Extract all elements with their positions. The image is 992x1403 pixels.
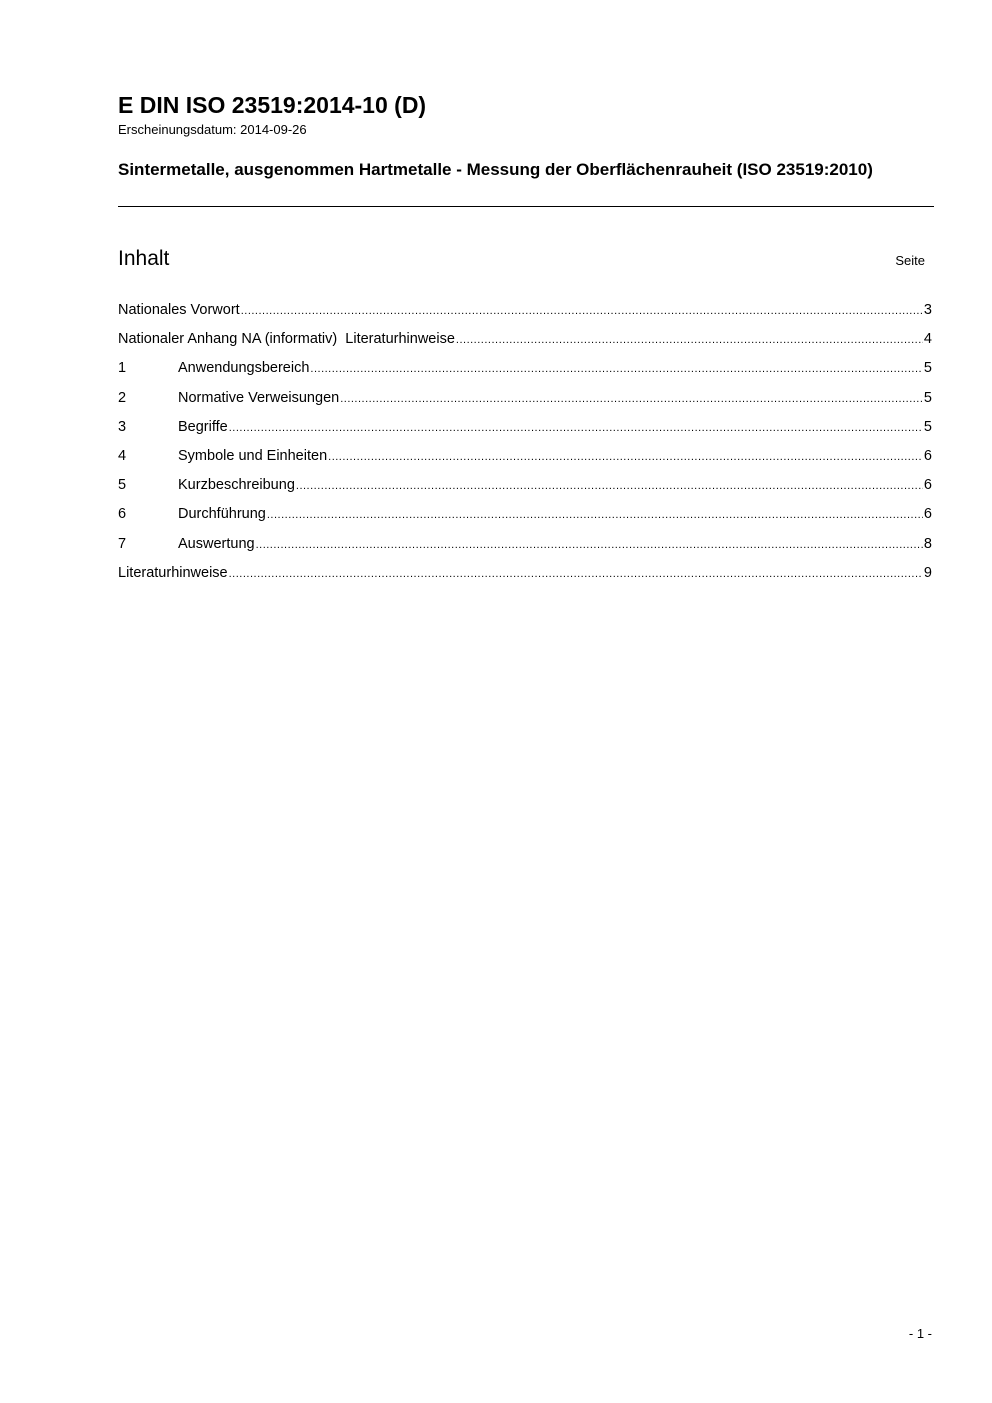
toc-dot-leader xyxy=(229,564,923,584)
toc-entry-title: Symbole und Einheiten xyxy=(178,447,328,464)
toc-entry-page: 5 xyxy=(923,389,932,406)
toc-dot-leader xyxy=(267,505,923,525)
toc-entry[interactable] xyxy=(118,504,932,533)
toc-entry-page: 8 xyxy=(923,535,932,552)
toc-entry-number: 2 xyxy=(118,389,127,406)
toc-entry-page: 6 xyxy=(923,506,932,523)
toc-dot-leader xyxy=(296,476,923,496)
toc-entry-page: 4 xyxy=(923,331,932,348)
toc-entry-title: Kurzbeschreibung xyxy=(178,477,295,494)
toc-entry-title: Anwendungsbereich xyxy=(178,360,310,377)
toc-entry-page: 5 xyxy=(923,360,932,377)
toc-dot-leader xyxy=(229,418,923,438)
toc-entry-title: Nationaler Anhang NA (informativ) Literaturhinweise xyxy=(118,331,455,348)
toc-page-column-label: Seite xyxy=(895,253,925,268)
toc-entry[interactable] xyxy=(118,563,932,592)
toc-entry-page: 6 xyxy=(923,477,932,494)
toc-entry-page: 3 xyxy=(923,302,932,318)
toc-entry-page: 6 xyxy=(923,447,932,464)
toc-entry[interactable] xyxy=(118,388,932,417)
toc-entry-number: 7 xyxy=(118,535,127,552)
toc-entry[interactable] xyxy=(118,300,932,329)
toc-entry-title: Literaturhinweise xyxy=(118,564,228,581)
toc-entry-page: 9 xyxy=(923,564,932,581)
toc-dot-leader xyxy=(256,535,923,555)
toc-entry-number: 1 xyxy=(118,360,127,377)
document-title: Sintermetalle, ausgenommen Hartmetalle - Messung der Oberflächenrauheit (ISO 23519:2010) xyxy=(118,160,873,179)
table-of-contents xyxy=(118,300,932,592)
toc-dot-leader xyxy=(456,330,923,350)
toc-dot-leader xyxy=(310,359,923,379)
toc-entry[interactable] xyxy=(118,446,932,475)
toc-entry-number: 6 xyxy=(118,506,127,523)
toc-entry-title: Nationales Vorwort xyxy=(118,302,240,318)
toc-entry[interactable] xyxy=(118,417,932,446)
page-number: - 1 - xyxy=(908,1326,932,1341)
toc-entry-number: 5 xyxy=(118,477,127,494)
toc-heading: Inhalt xyxy=(118,247,170,270)
toc-entry-page: 5 xyxy=(923,418,932,435)
toc-entry-title: Begriffe xyxy=(178,418,228,435)
document-code: E DIN ISO 23519:2014-10 (D) xyxy=(118,92,427,118)
toc-entry-title: Normative Verweisungen xyxy=(178,389,340,406)
toc-dot-leader xyxy=(328,447,923,467)
toc-dot-leader xyxy=(340,389,923,409)
toc-entry-title: Auswertung xyxy=(178,535,255,552)
title-divider xyxy=(118,206,934,207)
toc-entry-title: Durchführung xyxy=(178,506,266,523)
toc-entry[interactable] xyxy=(118,534,932,563)
toc-entry[interactable] xyxy=(118,329,932,358)
toc-entry-number: 4 xyxy=(118,447,127,464)
publication-date: Erscheinungsdatum: 2014-09-26 xyxy=(118,122,307,137)
toc-dot-leader xyxy=(241,301,923,321)
toc-entry-number: 3 xyxy=(118,418,127,435)
toc-entry[interactable] xyxy=(118,358,932,387)
toc-entry[interactable] xyxy=(118,475,932,504)
